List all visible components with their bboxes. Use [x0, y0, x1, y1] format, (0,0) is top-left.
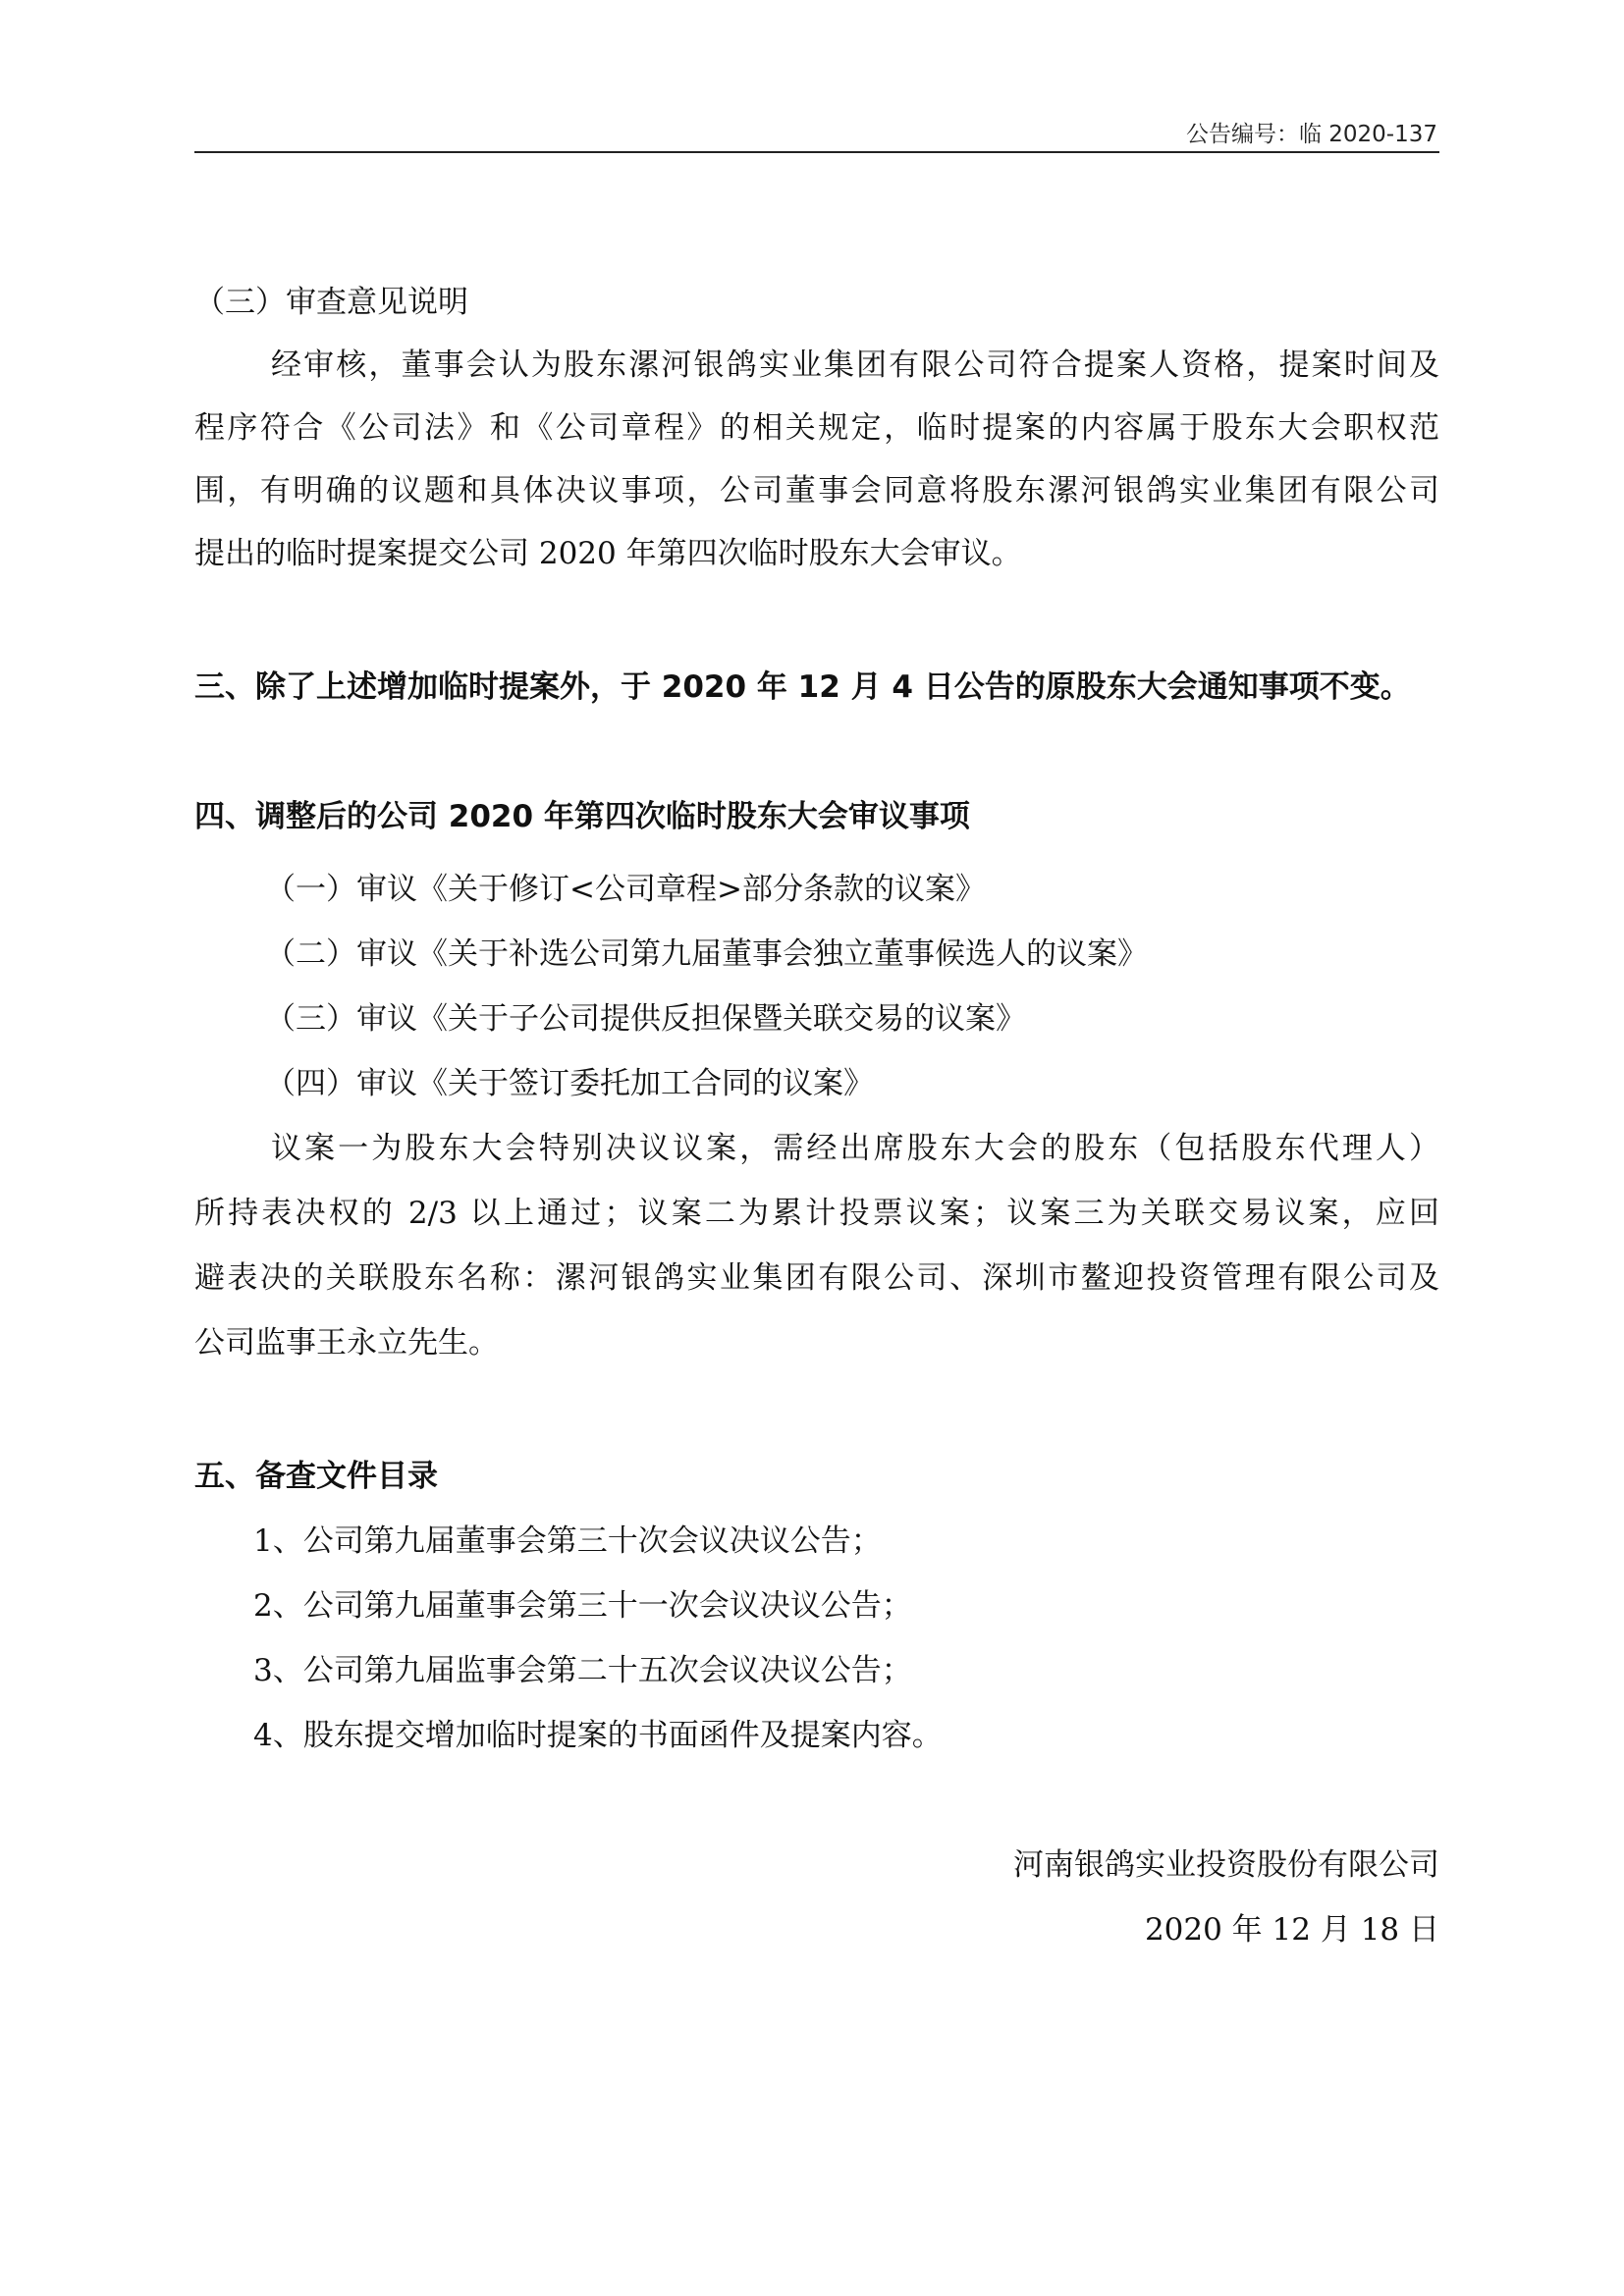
section-4-heading: 四、调整后的公司 2020 年第四次临时股东大会审议事项 [194, 799, 970, 834]
signature-date: 2020 年 12 月 18 日 [1144, 1912, 1439, 1948]
agenda-note-line: 所持表决权的 2/3 以上通过；议案二为累计投票议案；议案三为关联交易议案，应回 [194, 1196, 1439, 1231]
reference-document-item: 2、公司第九届董事会第三十一次会议决议公告； [253, 1588, 912, 1624]
review-paragraph-line: 程序符合《公司法》和《公司章程》的相关规定，临时提案的内容属于股东大会职权范 [194, 410, 1439, 446]
reference-document-item: 3、公司第九届监事会第二十五次会议决议公告； [253, 1653, 912, 1688]
review-paragraph-line: 围，有明确的议题和具体决议事项，公司董事会同意将股东漯河银鸽实业集团有限公司 [194, 473, 1439, 508]
reference-document-item: 4、股东提交增加临时提案的书面函件及提案内容。 [253, 1718, 943, 1753]
reference-document-item: 1、公司第九届董事会第三十次会议决议公告； [253, 1523, 882, 1559]
agenda-item: （二）审议《关于补选公司第九届董事会独立董事候选人的议案》 [265, 936, 1148, 972]
announcement-number: 公告编号：临 2020-137 [1185, 122, 1437, 147]
section-5-heading: 五、备查文件目录 [194, 1459, 438, 1494]
agenda-note-line: 公司监事王永立先生。 [194, 1325, 499, 1361]
review-paragraph-line: 经审核，董事会认为股东漯河银鸽实业集团有限公司符合提案人资格，提案时间及 [271, 347, 1439, 383]
agenda-item: （一）审议《关于修订<公司章程>部分条款的议案》 [265, 872, 986, 907]
header-divider [194, 151, 1439, 153]
review-heading: （三）审查意见说明 [194, 285, 468, 320]
signature-company: 河南银鸽实业投资股份有限公司 [1013, 1847, 1439, 1883]
agenda-note-line: 避表决的关联股东名称：漯河银鸽实业集团有限公司、深圳市鳌迎投资管理有限公司及 [194, 1260, 1439, 1296]
agenda-note-line: 议案一为股东大会特别决议议案，需经出席股东大会的股东（包括股东代理人） [271, 1131, 1439, 1166]
agenda-item: （三）审议《关于子公司提供反担保暨关联交易的议案》 [265, 1001, 1026, 1037]
agenda-item: （四）审议《关于签订委托加工合同的议案》 [265, 1066, 874, 1101]
section-3-heading: 三、除了上述增加临时提案外，于 2020 年 12 月 4 日公告的原股东大会通知事项不变。 [194, 669, 1411, 705]
review-paragraph-line: 提出的临时提案提交公司 2020 年第四次临时股东大会审议。 [194, 536, 1022, 571]
